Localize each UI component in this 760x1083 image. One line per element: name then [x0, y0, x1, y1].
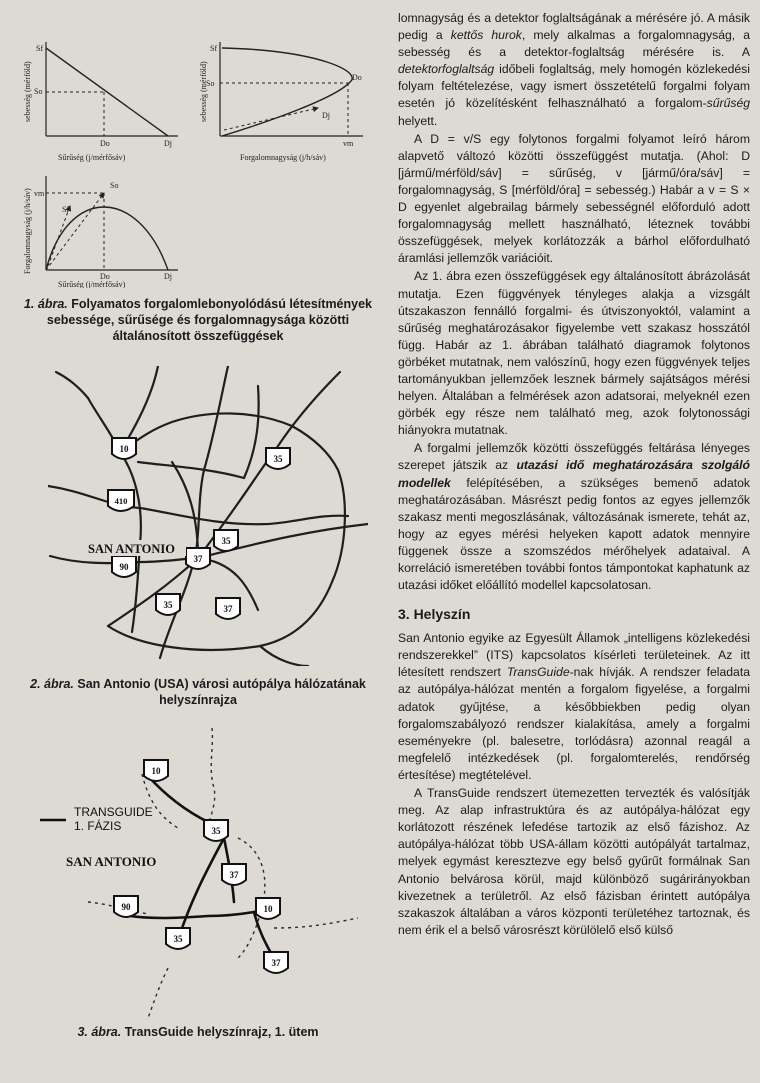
fig1-panel-speed-flow [199, 42, 363, 162]
svg-text:90: 90 [119, 562, 129, 572]
shield-icon [264, 952, 288, 973]
y-axis-label: Forgalomnagyság (j/h/sáv) [23, 188, 32, 274]
caption-label: 2. ábra. [30, 677, 74, 691]
svg-text:35: 35 [173, 934, 183, 944]
label-sf: Sf [62, 205, 70, 214]
label-dj: Dj [164, 272, 172, 281]
caption-text: TransGuide helyszínrajz, 1. ütem [124, 1025, 319, 1039]
shield-icon [214, 530, 238, 551]
svg-text:35: 35 [211, 826, 221, 836]
svg-text:35: 35 [221, 536, 231, 546]
figure-1 [18, 36, 378, 288]
x-axis-label: Sűrűség (j/mérfősáv) [58, 280, 126, 288]
svg-text:90: 90 [121, 902, 131, 912]
label-so: So [34, 87, 43, 96]
shield-icon [144, 760, 168, 781]
svg-text:37: 37 [193, 554, 203, 564]
label-so: So [206, 79, 215, 88]
paragraph-2: A D = v/S egy folytonos forgalmi folyamot leíró három alapvető változó közötti összefüggést mutatja. (Ahol: D [jármű/mérföld/sáv] = sűrűség, v [jármű/óra/sáv] = forgalomnagyság, S [mérföld/óra] = sebesség.) Habár a v = S × D egyenlet algebrailag bármely sebességnél előforduló adott forgalomnagyság mellett használható, léteznek további összefüggések, melyek korlátozzák a bárhol előfordulható áramlási jellemzők variációit. [398, 131, 750, 266]
caption-label: 3. ábra. [77, 1025, 122, 1039]
x-axis-label: Forgalomnagyság (j/h/sáv) [240, 153, 326, 162]
right-column [398, 10, 750, 940]
paragraph-6: A TransGuide rendszert ütemezetten tervezték és valósítják meg. Az alap infrastruktúra és az autópálya-hálózat egy korlátozott részének lefedése tartozik az első fázishoz. Az autópálya-hálózat több USA-állam közötti autópályát tartalmaz, melyek egymást keresztezve egy belső gyűrűt formálnak San Antonio belvárosa körül, majd különböző sugárirányokban kivezetnek a területről. Az első fázisban érintett autópálya szakaszok általában a város központi területéhez tartoznak, és nem érik el a belső városrészt körülölelő első külső [398, 786, 750, 937]
caption-text: San Antonio (USA) városi autópálya hálózatának helyszínrajza [77, 677, 366, 707]
svg-text:410: 410 [114, 496, 128, 506]
figure-3-map [28, 728, 368, 1018]
paragraph-1: lomnagyság és a detektor foglaltságának a mérésére jó. A másik pedig a kettős hurok, mely alkalmas a forgalomnagyság, a sebesség és a detektor-foglaltság mérésére is. A detektorfoglaltság időbeli foglaltság, mely homogén közlekedési folyam feltételezése, vagy ismert összetételű forgalmi folyam esetén jó közelítésként felhasználható a forgalom-sűrűség helyett. [398, 11, 751, 128]
fig1-panel-speed-density [23, 42, 178, 162]
legend-line-2: 1. FÁZIS [74, 819, 122, 833]
y-axis-label: sebesség (mérföld) [199, 61, 208, 122]
shield-icon [186, 548, 210, 569]
caption-label: 1. ábra. [23, 297, 68, 311]
shield-icon [112, 556, 136, 577]
svg-text:37: 37 [223, 604, 233, 614]
label-sf: Sf [36, 44, 44, 53]
svg-text:10: 10 [119, 444, 129, 454]
label-sf: Sf [210, 44, 218, 53]
fig3-legend [40, 805, 153, 833]
paragraph-5: San Antonio egyike az Egyesült Államok „intelligens közlekedési rendszerekkel” (ITS) kapcsolatos kísérleti területeinek. Az itt létesített rendszert TransGuide-nak hívják. A rendszer feladata az autópálya-hálózat mentén a forgalom figyelése, a forgalmi adatok gyűjtése, a későbbiekben pedig olyan forgalomszabályozó rendszer kialakítása, amely a forgalmi eseményekre (pl. balesetre, torlódásra) azonnal reagál a megfelelő intézkedések (pl. forgalomterelés, rendőrség értesítése) megtételével. [398, 631, 750, 782]
caption-text: Folyamatos forgalomlebonyolódású létesítmények sebessége, sűrűsége és forgalomnagysága közötti általánosított összefüggések [46, 297, 373, 343]
figure-3-caption [18, 1024, 378, 1040]
label-do: Do [352, 73, 362, 82]
svg-text:35: 35 [273, 454, 283, 464]
fig1-panel-flow-density [23, 176, 178, 288]
shield-icon [112, 438, 136, 459]
label-do: Do [100, 272, 110, 281]
label-so: So [110, 181, 119, 190]
shield-icon [156, 594, 180, 615]
label-vm: vm [343, 139, 354, 148]
left-column [18, 0, 378, 1083]
label-do: Do [100, 139, 110, 148]
flow-density-curve [46, 207, 168, 270]
figure-2-map [48, 366, 368, 666]
shield-icon [266, 448, 290, 469]
shield-icon [222, 864, 246, 885]
shield-icon [166, 928, 190, 949]
paragraph-4: A forgalmi jellemzők közötti összefüggés feltárása lényeges szerepet játszik az utazási idő meghatározására szolgáló modellek felépítésében, a szükséges bemenő adatok meghatározásában. Másrészt pedig fontos az egyes jellemzők szakasz menti megoszlásának, változásának ismerete, tehát az, hogy az egyes mérési helyeken kapott adatok mennyire függenek össze a szomszédos mérőhelyek adataival. A korreláció ismeretében további fontos támpontokat kaphatunk az utazási időket előállító modellel kapcsolatosan. [398, 441, 750, 593]
svg-text:35: 35 [163, 600, 173, 610]
shield-icon [108, 490, 134, 511]
svg-text:10: 10 [263, 904, 273, 914]
shield-icon [216, 598, 240, 619]
shield-icon [256, 898, 280, 919]
figure-1-caption [18, 296, 378, 344]
map-city-label: SAN ANTONIO [66, 854, 157, 869]
x-axis-label: Sűrűség (j/mérfősáv) [58, 153, 126, 162]
svg-text:37: 37 [229, 870, 239, 880]
figure-2-caption [18, 676, 378, 708]
legend-line-1: TRANSGUIDE [74, 805, 153, 819]
section-heading: 3. Helyszín [398, 606, 471, 623]
svg-text:37: 37 [271, 958, 281, 968]
svg-text:10: 10 [151, 766, 161, 776]
shield-icon [114, 896, 138, 917]
paragraph-3: Az 1. ábra ezen összefüggések egy általánosított ábrázolását mutatja. Ezen függvények tényleges alakja a vizsgált útszakaszon fennálló forgalmi- és útviszonyoktól, valamint a sűrűség meghatározásakor figyelembe vett szakasz hosszától függ. Habár az 1. ábrában található diagramok folytonos görbéket mutatnak, nem valószínű, hogy ezen függvények teljes tartományukban jellemzőek lesznek bármely sajátságos mérési helyen. Általában a felmérések azon adatsorai, melyeknél ezen görbék egy része nem található meg, azok folytonossági hiányokra mutatnak. [398, 269, 750, 438]
map-city-label: SAN ANTONIO [88, 542, 175, 556]
label-dj: Dj [322, 111, 330, 120]
y-axis-label: sebesség (mérföld) [23, 61, 32, 122]
shield-icon [204, 820, 228, 841]
speed-flow-curve [222, 48, 352, 136]
label-vm: vm [34, 189, 45, 198]
label-dj: Dj [164, 139, 172, 148]
